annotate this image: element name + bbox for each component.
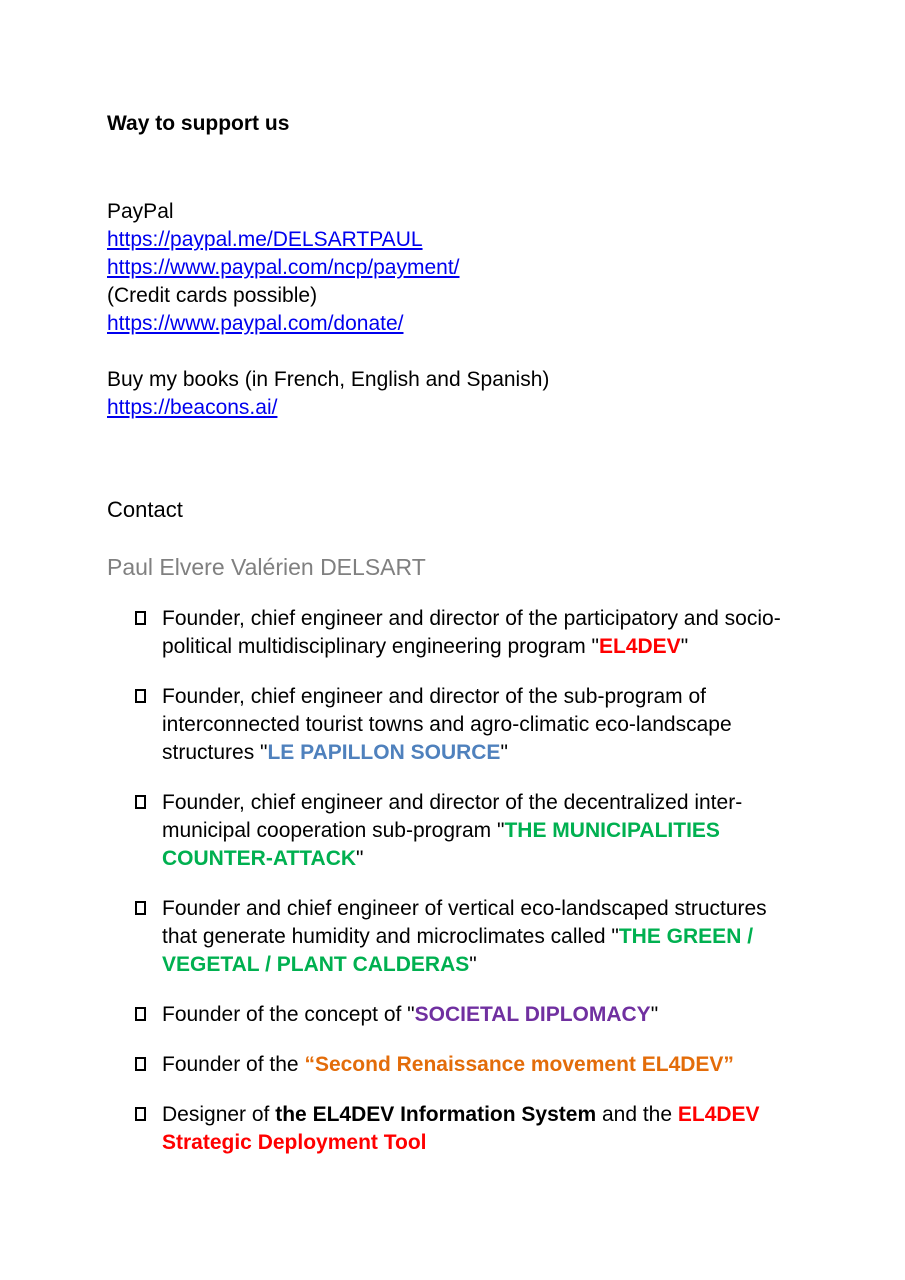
role-text-segment: Founder of the concept of " xyxy=(162,1003,415,1026)
square-bullet-icon xyxy=(135,901,146,915)
role-text-segment: Founder, chief engineer and director of the decentralized inter-municipal cooperation sub-program " xyxy=(162,791,743,842)
square-bullet-icon xyxy=(135,795,146,809)
role-text-segment: THE GREEN / VEGETAL / PLANT CALDERAS xyxy=(162,925,754,976)
role-text-segment: SOCIETAL DIPLOMACY xyxy=(414,1003,651,1026)
role-text-segment: EL4DEV xyxy=(599,635,681,658)
role-item xyxy=(107,1001,807,1029)
square-bullet-icon xyxy=(135,689,146,703)
role-item xyxy=(107,1101,807,1157)
books-section xyxy=(107,366,845,422)
credit-cards-note: (Credit cards possible) xyxy=(107,284,318,307)
role-item xyxy=(107,895,807,979)
paypal-donate-link[interactable]: https://www.paypal.com/donate/ xyxy=(107,312,404,335)
role-text-segment: " xyxy=(680,635,689,658)
roles-list xyxy=(107,605,807,1157)
role-text-segment: Founder of the xyxy=(162,1053,305,1076)
role-text-segment: " xyxy=(356,847,364,870)
square-bullet-icon xyxy=(135,611,146,625)
role-text-segment: Founder, chief engineer and director of the sub-program of interconnected tourist towns and agro-climatic eco-landscape structures " xyxy=(162,685,732,764)
role-text-segment: " xyxy=(469,953,477,976)
role-text-segment: Designer of xyxy=(162,1103,276,1126)
role-item xyxy=(107,683,807,767)
contact-heading: Contact xyxy=(107,497,183,522)
role-text-segment: Founder and chief engineer of vertical eco-landscaped structures that generate humidity and microclimates called " xyxy=(162,897,767,948)
role-item xyxy=(107,789,807,873)
role-text-segment: " xyxy=(500,741,508,764)
contact-name: Paul Elvere Valérien DELSART xyxy=(107,554,426,580)
role-text-segment: LE PAPILLON SOURCE xyxy=(267,741,501,764)
role-item xyxy=(107,605,807,661)
square-bullet-icon xyxy=(135,1107,146,1121)
paypal-me-link[interactable]: https://paypal.me/DELSARTPAUL xyxy=(107,228,423,251)
square-bullet-icon xyxy=(135,1057,146,1071)
role-text-segment: THE MUNICIPALITIES COUNTER-ATTACK xyxy=(162,819,720,870)
paypal-ncp-payment-link[interactable]: https://www.paypal.com/ncp/payment/ xyxy=(107,256,460,279)
role-text-segment: and the xyxy=(596,1103,678,1126)
role-text-segment: “Second Renaissance movement EL4DEV” xyxy=(304,1053,734,1076)
role-text-segment: Founder, chief engineer and director of the participatory and socio-political multidisciplinary engineering program " xyxy=(162,607,781,658)
support-heading: Way to support us xyxy=(107,112,290,135)
beacons-link[interactable]: https://beacons.ai/ xyxy=(107,396,278,419)
role-item xyxy=(107,1051,807,1079)
role-text-segment: the EL4DEV Information System xyxy=(275,1103,597,1126)
books-line: Buy my books (in French, English and Spanish) xyxy=(107,368,550,391)
paypal-section xyxy=(107,198,845,338)
square-bullet-icon xyxy=(135,1007,146,1021)
paypal-label: PayPal xyxy=(107,200,174,223)
role-text-segment: EL4DEV Strategic Deployment Tool xyxy=(162,1103,760,1154)
role-text-segment: " xyxy=(650,1003,659,1026)
